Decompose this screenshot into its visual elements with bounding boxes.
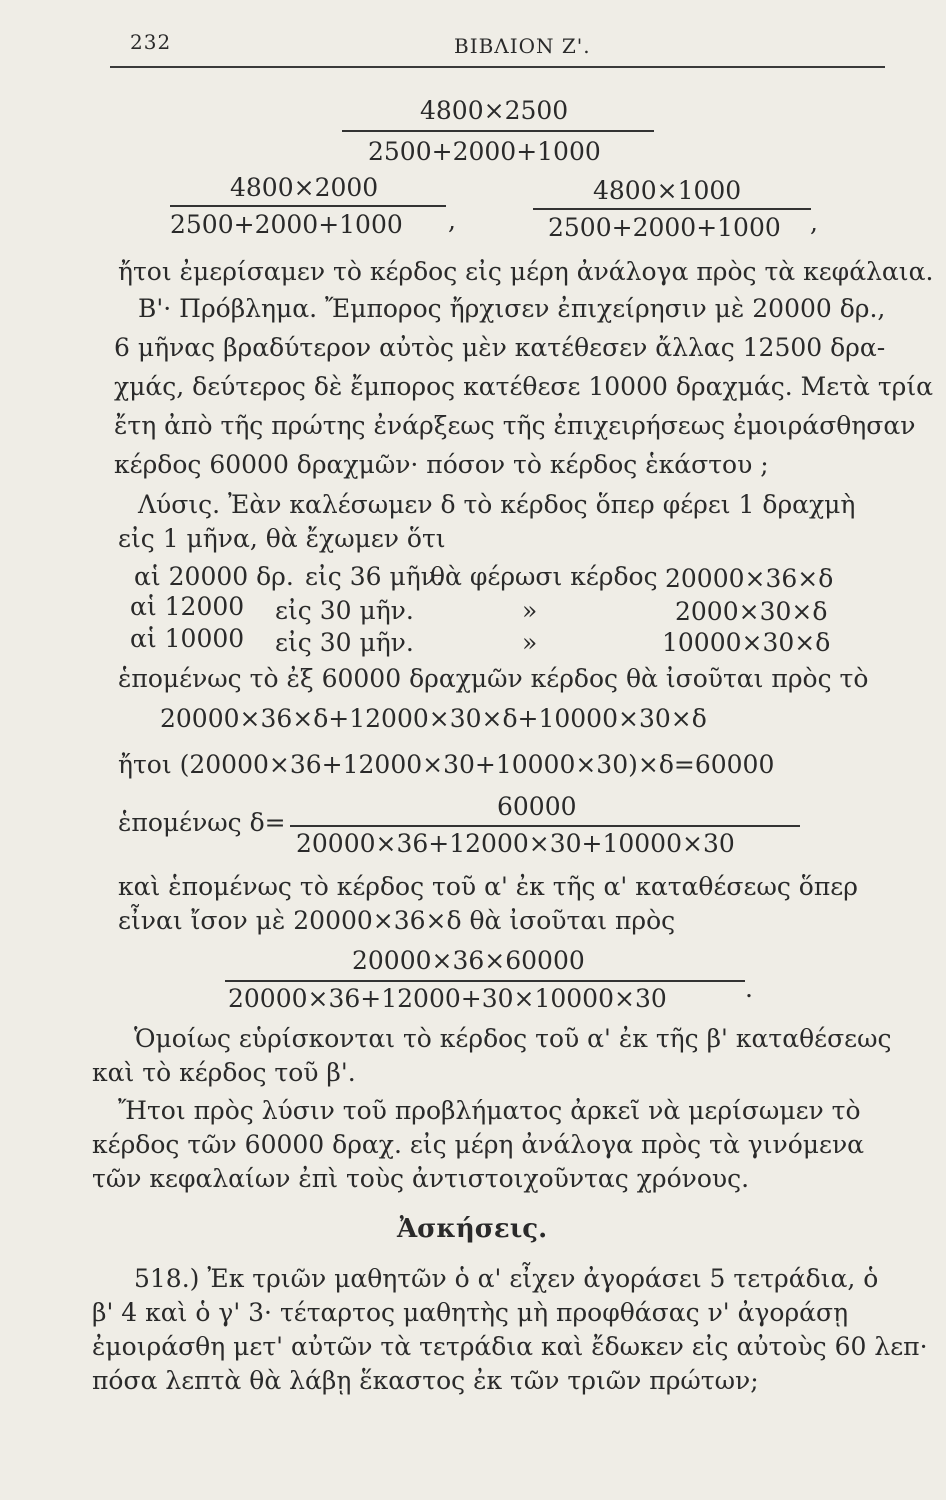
running-title: ΒΙΒΛΙΟΝ Ζ'. [454, 34, 591, 58]
formula-comma-2: , [810, 208, 818, 237]
text-line-17: καὶ τὸ κέρδος τοῦ β'. [92, 1058, 356, 1087]
equation-delta-label: ἑπομένως δ= [118, 808, 286, 837]
row-3-months: εἰς 30 μῆν. [275, 628, 414, 657]
exercise-line-4: πόσα λεπτὰ θὰ λάβῃ ἕκαστος ἐκ τῶν τριῶν πρώτων; [92, 1366, 759, 1395]
row-2-product: 2000×30×δ [675, 597, 828, 626]
equation-sum: 20000×36×δ+12000×30×δ+10000×30×δ [160, 704, 707, 733]
formula-right-fraction-bar [533, 208, 811, 210]
equation-share-fraction-bar [225, 980, 745, 982]
formula-top-denominator: 2500+2000+1000 [368, 137, 601, 166]
row-1-months: εἰς 36 μῆν. [305, 562, 444, 591]
formula-top-fraction-bar [342, 130, 654, 132]
text-line-6: κέρδος 60000 δραχμῶν· πόσον τὸ κέρδος ἑκάστου ; [114, 450, 769, 479]
text-line-5: ἔτη ἀπὸ τῆς πρώτης ἐνάρξεως τῆς ἐπιχειρήσεως ἐμοιράσθησαν [114, 411, 916, 440]
text-line-16: Ὁμοίως εὑρίσκονται τὸ κέρδος τοῦ α' ἐκ τῆς β' καταθέσεως [134, 1024, 892, 1053]
text-line-13: καὶ ἑπομένως τὸ κέρδος τοῦ α' ἐκ τῆς α' καταθέσεως ὅπερ [118, 872, 858, 901]
row-1-product: 20000×36×δ [665, 564, 834, 593]
text-line-14: εἶναι ἴσον μὲ 20000×36×δ θὰ ἰσοῦται πρὸς [118, 906, 676, 935]
row-3-product: 10000×30×δ [662, 628, 831, 657]
text-line-7: Λύσις. Ἐὰν καλέσωμεν δ τὸ κέρδος ὅπερ φέρει 1 δραχμὴ [138, 490, 856, 519]
row-2-months: εἰς 30 μῆν. [275, 596, 414, 625]
formula-right-denominator: 2500+2000+1000 [548, 213, 781, 242]
equation-delta-numerator: 60000 [497, 792, 577, 821]
row-1-amount: αἱ 20000 δρ. [134, 562, 294, 591]
equation-total: ἤτοι (20000×36+12000×30+10000×30)×δ=60000 [118, 750, 775, 779]
formula-left-denominator: 2500+2000+1000 [170, 210, 403, 239]
text-line-19: κέρδος τῶν 60000 δραχ. εἰς μέρη ἀνάλογα πρὸς τὰ γινόμενα [92, 1130, 865, 1159]
text-line-2: Β'· Πρόβλημα. Ἔμπορος ἤρχισεν ἐπιχείρησιν μὲ 20000 δρ., [138, 294, 886, 323]
equation-share-numerator: 20000×36×60000 [352, 946, 585, 975]
exercise-line-1: 518.) Ἐκ τριῶν μαθητῶν ὁ α' εἶχεν ἀγοράσει 5 τετράδια, ὁ [134, 1264, 879, 1293]
text-line-8: εἰς 1 μῆνα, θὰ ἔχωμεν ὅτι [118, 524, 446, 553]
formula-left-numerator: 4800×2000 [230, 173, 379, 202]
row-1-phrase: θὰ φέρωσι κέρδος [430, 562, 658, 591]
equation-share-denominator: 20000×36+12000+30×10000×30 [228, 984, 667, 1013]
formula-left-fraction-bar [170, 205, 446, 207]
equation-delta-denominator: 20000×36+12000×30+10000×30 [296, 829, 735, 858]
formula-right-numerator: 4800×1000 [593, 176, 742, 205]
exercise-line-3: ἐμοιράσθη μετ' αὐτῶν τὰ τετράδια καὶ ἔδωκεν εἰς αὐτοὺς 60 λεπ· [92, 1332, 928, 1361]
exercises-heading: Ἀσκήσεις. [397, 1214, 548, 1244]
formula-comma: , [448, 206, 456, 235]
formula-top-numerator: 4800×2500 [420, 96, 569, 125]
text-line-4: χμάς, δεύτερος δὲ ἔμπορος κατέθεσε 10000 δραχμάς. Μετὰ τρία [114, 372, 934, 401]
equation-share-dot: . [745, 974, 753, 1003]
page-number: 232 [130, 30, 172, 54]
exercise-line-2: β' 4 καὶ ὁ γ' 3· τέταρτος μαθητὴς μὴ προφθάσας ν' ἀγοράσῃ [92, 1298, 849, 1327]
row-3-amount: αἱ 10000 [130, 624, 245, 653]
text-line-20: τῶν κεφαλαίων ἐπὶ τοὺς ἀντιστοιχοῦντας χρόνους. [92, 1164, 750, 1193]
row-2-ditto: » [522, 596, 538, 625]
row-3-ditto: » [522, 628, 538, 657]
header-rule [110, 66, 885, 68]
equation-delta-fraction-bar [290, 825, 800, 827]
row-2-amount: αἱ 12000 [130, 592, 245, 621]
text-line-18: Ἤτοι πρὸς λύσιν τοῦ προβλήματος ἀρκεῖ νὰ μερίσωμεν τὸ [118, 1096, 861, 1125]
text-line-1: ἤτοι ἐμερίσαμεν τὸ κέρδος εἰς μέρη ἀνάλογα πρὸς τὰ κεφάλαια. [118, 257, 934, 286]
text-line-9: ἑπομένως τὸ ἐξ 60000 δραχμῶν κέρδος θὰ ἰσοῦται πρὸς τὸ [118, 664, 869, 693]
text-line-3: 6 μῆνας βραδύτερον αὐτὸς μὲν κατέθεσεν ἄλλας 12500 δρα- [114, 333, 886, 362]
